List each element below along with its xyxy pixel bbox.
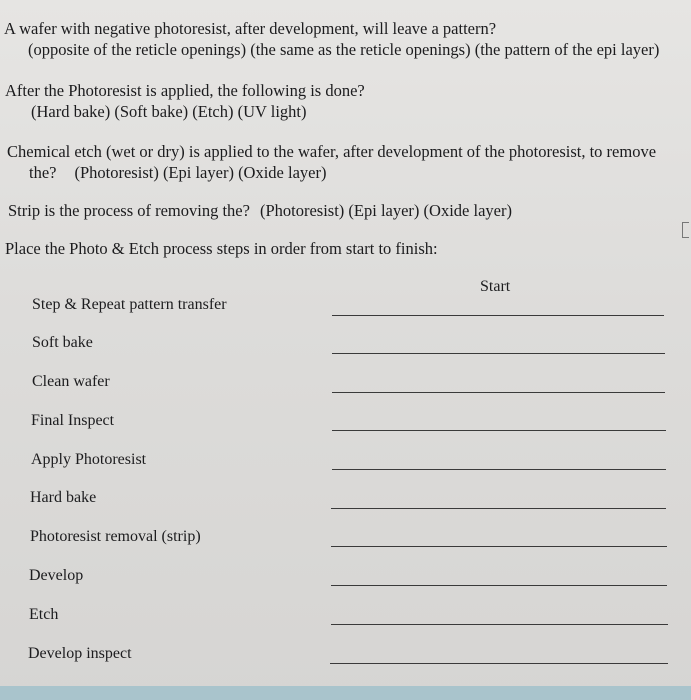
question-2-prompt: After the Photoresist is applied, the following is done? <box>5 81 365 100</box>
question-ordering-instruction <box>5 238 438 259</box>
step-label-hard-bake: Hard bake <box>30 489 97 506</box>
step-label-develop: Develop <box>29 567 84 584</box>
question-strip <box>8 200 512 221</box>
start-label: Start <box>480 278 511 295</box>
question-chemical-etch <box>7 141 656 183</box>
answer-blank-1[interactable] <box>332 315 664 316</box>
question-2-answer-choices: (Hard bake) (Soft bake) (Etch) (UV light) <box>31 102 307 121</box>
background-surface-strip <box>0 686 691 700</box>
question-1-prompt: A wafer with negative photoresist, after development, will leave a pattern? <box>4 19 497 38</box>
question-3-prompt-continued: the? <box>29 163 57 182</box>
question-after-photoresist <box>5 80 365 122</box>
answer-blank-10[interactable] <box>330 663 668 664</box>
question-negative-photoresist <box>4 18 659 60</box>
question-5-prompt: Place the Photo & Etch process steps in order from start to finish: <box>5 239 438 258</box>
answer-blank-2[interactable] <box>332 353 665 354</box>
answer-blank-8[interactable] <box>331 585 667 586</box>
answer-blank-7[interactable] <box>331 546 667 547</box>
question-3-prompt: Chemical etch (wet or dry) is applied to the wafer, after development of the photoresist, to remove <box>7 142 657 161</box>
answer-blank-5[interactable] <box>332 469 666 470</box>
answer-blank-3[interactable] <box>332 392 665 393</box>
page-edge-mark <box>682 222 689 238</box>
step-label-final-inspect: Final Inspect <box>31 412 115 429</box>
answer-blank-6[interactable] <box>331 508 666 509</box>
step-label-etch: Etch <box>29 606 59 623</box>
question-3-answer-choices: (Photoresist) (Epi layer) (Oxide layer) <box>74 163 327 182</box>
answer-blank-9[interactable] <box>331 624 668 625</box>
step-label-clean-wafer: Clean wafer <box>32 373 110 390</box>
step-label-soft-bake: Soft bake <box>32 334 93 351</box>
step-label-step-repeat: Step & Repeat pattern transfer <box>32 296 227 313</box>
answer-blank-4[interactable] <box>332 430 666 431</box>
step-label-photoresist-removal: Photoresist removal (strip) <box>30 528 201 545</box>
step-label-develop-inspect: Develop inspect <box>28 645 132 662</box>
step-label-apply-photoresist: Apply Photoresist <box>31 451 147 468</box>
question-1-answer-choices: (opposite of the reticle openings) (the same as the reticle openings) (the pattern of the epi layer) <box>28 40 660 59</box>
question-4-prompt: Strip is the process of removing the? <box>8 201 250 220</box>
question-4-answer-choices: (Photoresist) (Epi layer) (Oxide layer) <box>259 201 512 220</box>
